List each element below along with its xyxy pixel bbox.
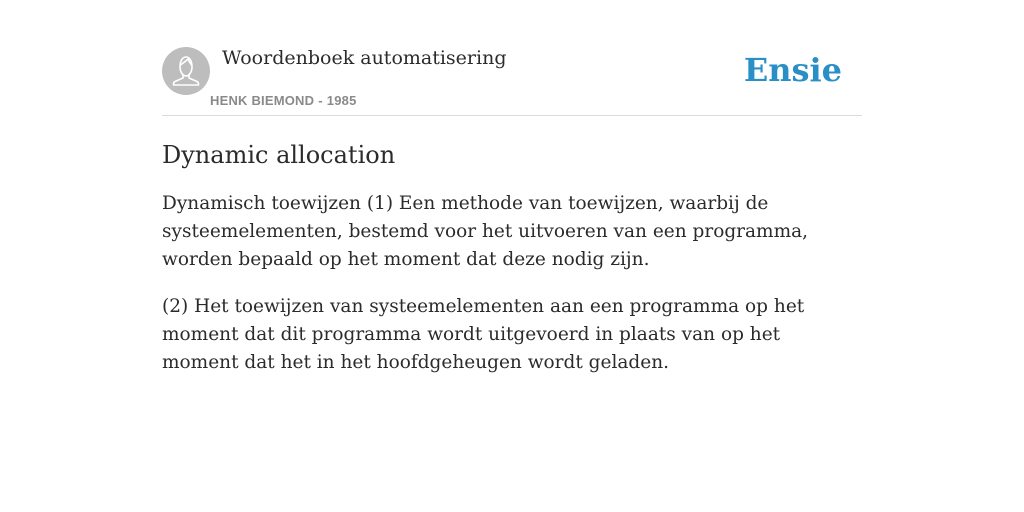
- entry-paragraph: Dynamisch toewijzen (1) Een methode van toewijzen, waarbij de systeemelementen, bestemd voor het uitvoeren van een programma, worden bepaald op het moment dat deze nodig zijn.: [162, 193, 809, 270]
- entry-paragraph: (2) Het toewijzen van systeemelementen aan een programma op het moment dat dit programma wordt uitgevoerd in plaats van op het moment dat het in het hoofdgeheugen wordt geladen.: [162, 296, 805, 373]
- ensie-logo[interactable]: Ensie: [743, 51, 842, 89]
- source-title[interactable]: Woordenboek automatisering: [222, 47, 507, 69]
- entry-title: Dynamic allocation: [162, 141, 396, 169]
- author-avatar[interactable]: [162, 47, 210, 95]
- author-name[interactable]: HENK BIEMOND: [210, 93, 315, 108]
- byline: [210, 92, 357, 110]
- user-silhouette-icon: [162, 47, 210, 95]
- byline-separator: -: [318, 93, 323, 108]
- entry-header: [162, 0, 862, 116]
- publication-year: 1985: [326, 93, 357, 108]
- entry-card: [162, 0, 862, 377]
